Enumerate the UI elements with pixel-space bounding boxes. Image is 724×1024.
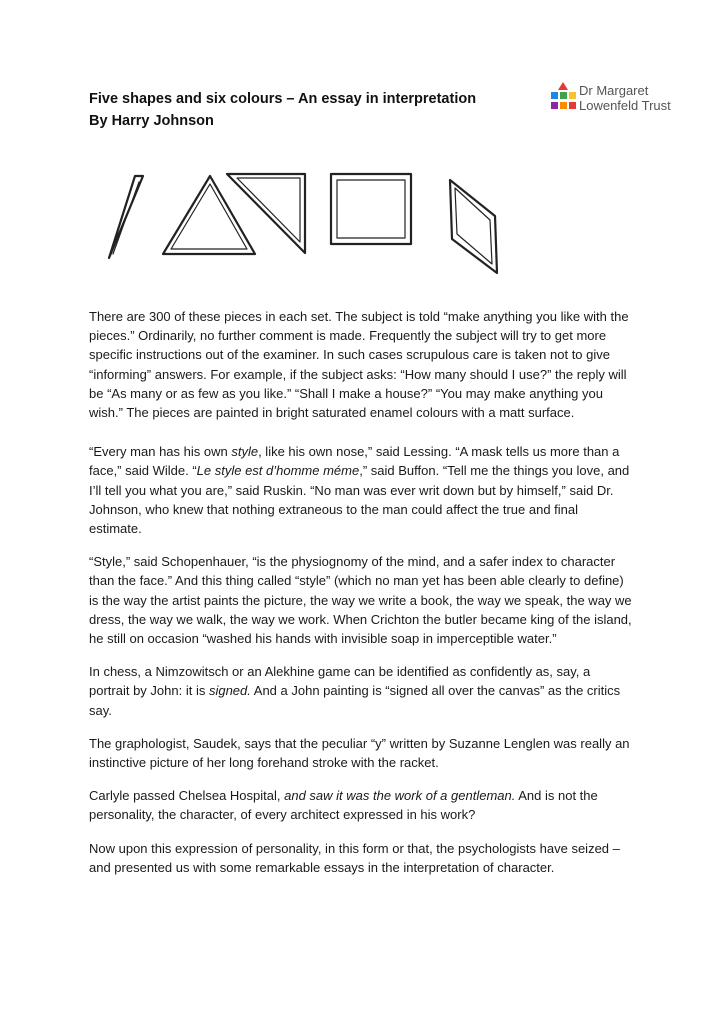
paragraph-4: In chess, a Nimzowitsch or an Alekhine game can be identified as confidently as, say, a portrait by John: it is signed. And a John painting is “signed all over the canvas” as the critics say. (89, 664, 621, 718)
paragraph-6: Carlyle passed Chelsea Hospital, and saw it was the work of a gentleman. And is not the personality, the character, of every architect expressed in his work? (89, 788, 598, 823)
paragraph-5: The graphologist, Saudek, says that the peculiar “y” written by Suzanne Lenglen was really an instinctive picture of her long forehand stroke with the racket. (89, 735, 630, 771)
rhombus-icon (450, 180, 497, 273)
square-icon (331, 174, 411, 244)
paragraph-2: “Every man has his own style, like his own nose,” said Lessing. “A mask tells us more than a face,” said Wilde. “Le style est d’homme méme,” said Buffon. “Tell me the things you love, and I’ll tell you what you are,” said Ruskin. “No man was ever writ down but by himself,” said Dr. Johnson, who knew that nothing extraneous to the man could affect the true and final estimate. (89, 444, 630, 537)
title-block (89, 88, 529, 132)
trust-logo (549, 80, 689, 120)
paragraph-7: Now upon this expression of personality, in this form or that, the psychologists have seized – and presented us with some remarkable essays in the interpretation of character. (89, 840, 620, 875)
shapes-figure (95, 156, 515, 276)
logo-line-2: Lowenfeld Trust (579, 98, 671, 113)
paragraph-1: There are 300 of these pieces in each set. The subject is told “make anything you like with the pieces.” Ordinarily, no further comment is made. Frequently the subject will try to get more specific instructions out of the examiner. In such cases scrupulous care is taken not to give “informing” answers. For example, if the subject asks: “How many should I use?” the reply will be “As many or as few as you like.” “Shall I make a house?” “You may make anything you wish.” The pieces are painted in bright saturated enamel colours with a matt surface. (89, 309, 629, 421)
logo-line-1: Dr Margaret (579, 83, 649, 98)
essay-body (89, 307, 634, 891)
logo-mark-icon (549, 82, 577, 116)
page-title: Five shapes and six colours – An essay in interpretation (89, 91, 477, 107)
triangle-icon (227, 174, 305, 253)
byline: By Harry Johnson (89, 113, 214, 129)
triangle-icon (109, 176, 143, 258)
paragraph-3: “Style,” said Schopenhauer, “is the physiognomy of the mind, and a safer index to character than the face.” And this thing called “style” (which no man yet has been able clearly to define) is the way the artist paints the picture, the way we write a book, the way we speak, the way we dress, the way we walk, the way we work. When Crichton the butler became king of the island, he still on occasion “washed his hands with invisible soap in imperceptible water.” (89, 554, 632, 647)
